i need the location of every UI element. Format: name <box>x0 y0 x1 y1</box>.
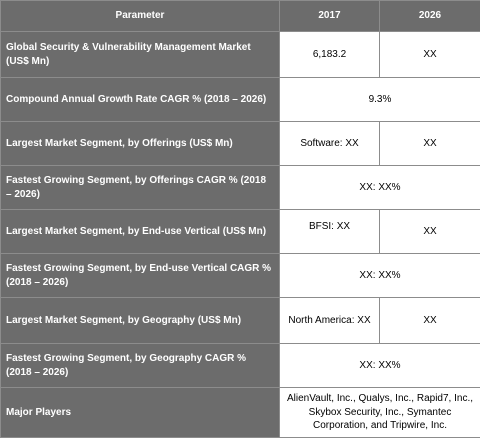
header-2017: 2017 <box>280 1 380 32</box>
row-parameter: Fastest Growing Segment, by End-use Vertical CAGR % (2018 – 2026) <box>1 254 280 298</box>
major-players-value: AlienVault, Inc., Qualys, Inc., Rapid7, Inc., Skybox Security, Inc., Symantec Corporation, and Tripwire, Inc. <box>280 388 480 438</box>
table-row <box>1 298 480 344</box>
value-2026: XX <box>380 210 480 254</box>
table-row <box>1 210 480 254</box>
header-parameter: Parameter <box>1 1 280 32</box>
table-row <box>1 166 480 210</box>
value-2017: BFSI: XX <box>280 210 380 254</box>
row-parameter: Major Players <box>1 388 280 438</box>
merged-value: 9.3% <box>280 78 480 122</box>
value-2026: XX <box>380 122 480 166</box>
value-2017: Software: XX <box>280 122 380 166</box>
row-parameter: Global Security & Vulnerability Management Market (US$ Mn) <box>1 32 280 78</box>
merged-value: XX: XX% <box>280 166 480 210</box>
value-2017: 6,183.2 <box>280 32 380 78</box>
header-row <box>1 1 480 32</box>
table-row <box>1 78 480 122</box>
row-parameter: Compound Annual Growth Rate CAGR % (2018 – 2026) <box>1 78 280 122</box>
row-parameter: Largest Market Segment, by End-use Vertical (US$ Mn) <box>1 210 280 254</box>
row-parameter: Fastest Growing Segment, by Offerings CAGR % (2018 – 2026) <box>1 166 280 210</box>
header-2026: 2026 <box>380 1 480 32</box>
merged-value: XX: XX% <box>280 254 480 298</box>
row-parameter: Largest Market Segment, by Geography (US$ Mn) <box>1 298 280 344</box>
table-row <box>1 122 480 166</box>
table-row <box>1 388 480 438</box>
row-parameter: Largest Market Segment, by Offerings (US$ Mn) <box>1 122 280 166</box>
value-2026: XX <box>380 32 480 78</box>
value-2017: North America: XX <box>280 298 380 344</box>
value-2026: XX <box>380 298 480 344</box>
merged-value: XX: XX% <box>280 344 480 388</box>
table-row <box>1 254 480 298</box>
table-row <box>1 32 480 78</box>
table-row <box>1 344 480 388</box>
row-parameter: Fastest Growing Segment, by Geography CAGR % (2018 – 2026) <box>1 344 280 388</box>
